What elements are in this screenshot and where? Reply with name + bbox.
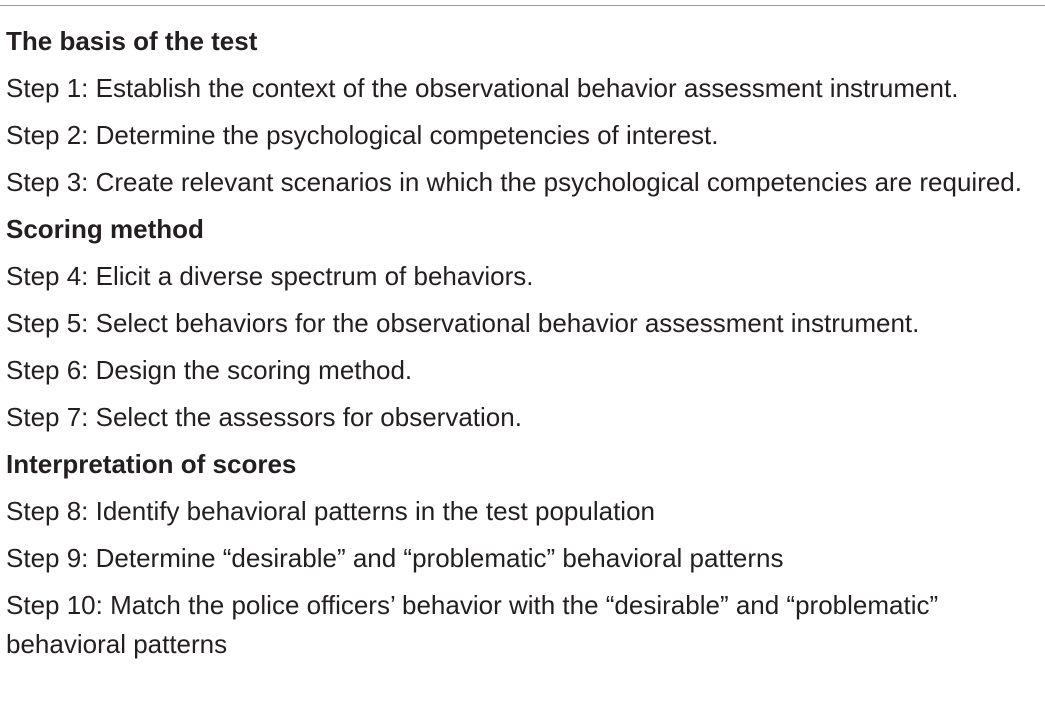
table-top-rule xyxy=(0,5,1045,6)
step-row: Step 2: Determine the psychological competencies of interest. xyxy=(6,120,719,150)
step-row: Step 8: Identify behavioral patterns in the test population xyxy=(6,496,655,526)
step-row: Step 9: Determine “desirable” and “problematic” behavioral patterns xyxy=(6,543,784,573)
section-heading-scoring: Scoring method xyxy=(6,214,204,244)
steps-table xyxy=(6,22,1042,672)
step-row: Step 5: Select behaviors for the observational behavior assessment instrument. xyxy=(6,308,920,338)
step-row: Step 6: Design the scoring method. xyxy=(6,355,413,385)
step-row: Step 10: Match the police officers’ behavior with the “desirable” and “problematic” behavioral patterns xyxy=(6,590,939,659)
step-row: Step 4: Elicit a diverse spectrum of behaviors. xyxy=(6,261,534,291)
section-heading-basis: The basis of the test xyxy=(6,26,258,56)
section-heading-interpretation: Interpretation of scores xyxy=(6,449,297,479)
step-row: Step 3: Create relevant scenarios in which the psychological competencies are required. xyxy=(6,167,1022,197)
step-row: Step 7: Select the assessors for observation. xyxy=(6,402,522,432)
step-row: Step 1: Establish the context of the observational behavior assessment instrument. xyxy=(6,73,959,103)
